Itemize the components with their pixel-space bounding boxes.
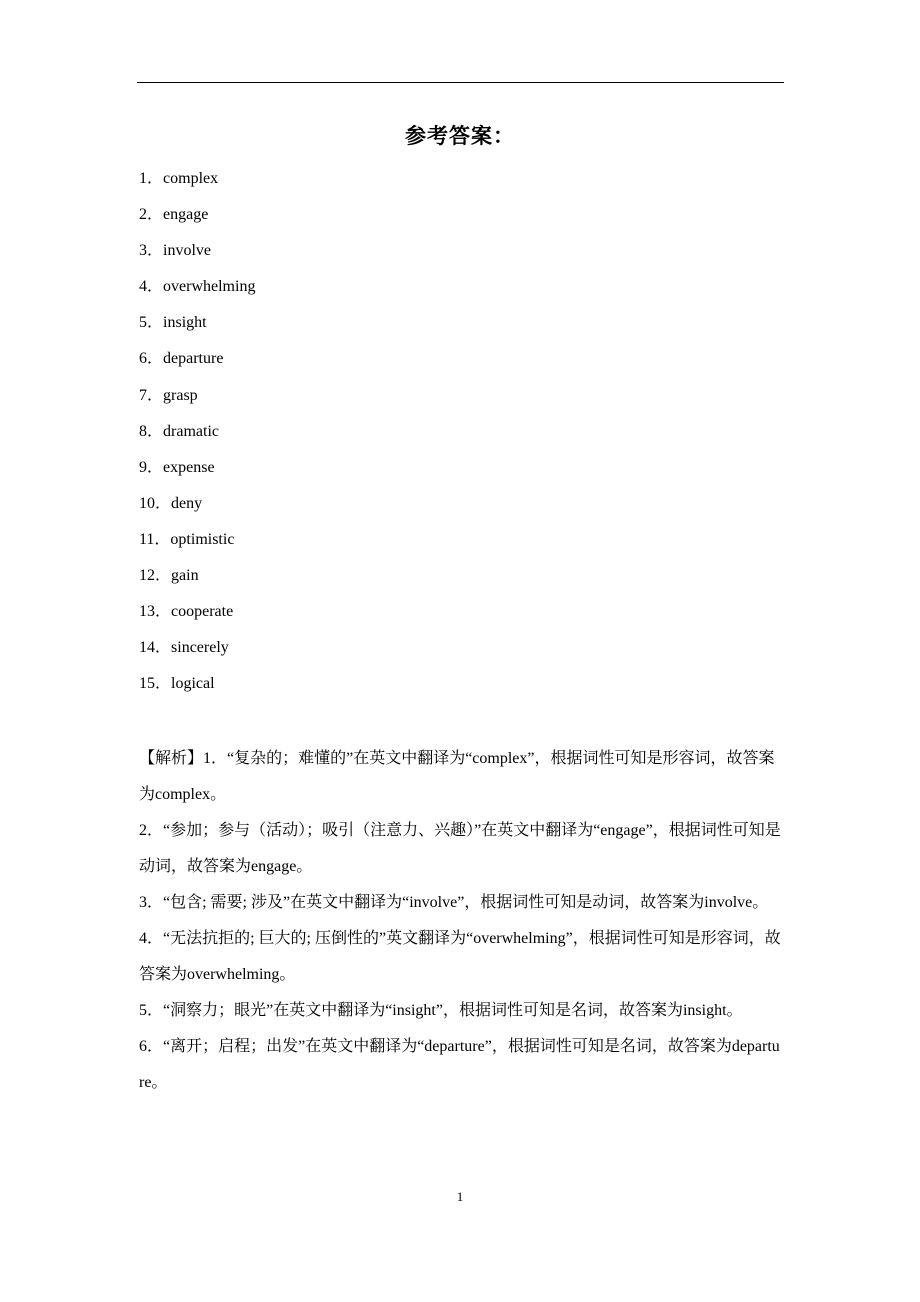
answer-number: 1．	[139, 170, 164, 187]
answer-item	[139, 203, 779, 239]
answer-number: 14．	[139, 639, 172, 657]
answer-word: involve	[163, 242, 212, 260]
answer-word: cooperate	[171, 603, 234, 621]
answer-item	[139, 347, 779, 383]
answer-number: 3．	[139, 242, 164, 260]
explanation-section	[139, 741, 784, 1101]
answer-item	[139, 384, 779, 420]
answer-list	[139, 167, 779, 708]
answer-word: dramatic	[163, 422, 219, 440]
answer-number: 9．	[139, 458, 164, 476]
answer-word: insight	[163, 314, 207, 332]
answer-item	[139, 456, 779, 492]
answer-item	[139, 528, 779, 564]
answer-item	[139, 275, 779, 311]
explanation-paragraph: 4．“无法抗拒的; 巨大的; 压倒性的”英文翻译为“overwhelming”，根据词性可知是形容词，故答案为overwhelming。	[139, 930, 781, 983]
answer-word: optimistic	[170, 530, 235, 548]
answer-number: 10．	[139, 494, 172, 512]
answer-word: gain	[171, 567, 199, 585]
answer-item	[139, 564, 779, 600]
explanation-paragraph: 【解析】1．“复杂的；难懂的”在英文中翻译为“complex”，根据词性可知是形容词，故答案为complex。	[139, 750, 775, 803]
answer-word: grasp	[163, 386, 198, 404]
page-title: 参考答案：	[405, 124, 515, 148]
explanation-paragraph: 5．“洞察力；眼光”在英文中翻译为“insight”，根据词性可知是名词，故答案为insight。	[139, 1002, 743, 1019]
answer-word: engage	[163, 206, 209, 224]
answer-item	[139, 239, 779, 275]
answer-number: 12．	[139, 567, 172, 585]
answer-number: 15．	[139, 675, 172, 693]
answer-word: expense	[163, 458, 215, 476]
answer-word: sincerely	[171, 639, 229, 657]
answer-item	[139, 420, 779, 456]
answer-item	[139, 600, 779, 636]
answer-item	[139, 636, 779, 672]
answer-word: departure	[163, 350, 224, 368]
answer-word: complex	[163, 170, 219, 187]
answer-word: overwhelming	[163, 278, 256, 296]
explanation-paragraph: 6．“离开；启程；出发”在英文中翻译为“departure”，根据词性可知是名词，故答案为departure。	[139, 1038, 780, 1091]
answer-word: logical	[171, 675, 215, 693]
answer-number: 11．	[139, 530, 171, 548]
answer-number: 2．	[139, 206, 164, 224]
answer-number: 4．	[139, 278, 164, 296]
explanation-paragraph: 2．“参加；参与（活动）；吸引（注意力、兴趣）”在英文中翻译为“engage”，根据词性可知是动词，故答案为engage。	[139, 822, 781, 875]
answer-word: deny	[171, 494, 203, 512]
header-rule	[137, 82, 784, 83]
answer-item	[139, 167, 779, 203]
explanation-paragraph: 3．“包含; 需要; 涉及”在英文中翻译为“involve”，根据词性可知是动词，故答案为involve。	[139, 894, 769, 911]
answer-item	[139, 311, 779, 347]
answer-number: 7．	[139, 386, 164, 404]
answer-number: 6．	[139, 350, 164, 368]
answer-item	[139, 492, 779, 528]
answer-number: 13．	[139, 603, 172, 621]
answer-number: 5．	[139, 314, 164, 332]
answer-number: 8．	[139, 422, 164, 440]
answer-item	[139, 672, 779, 708]
page-number: 1	[456, 1189, 464, 1204]
